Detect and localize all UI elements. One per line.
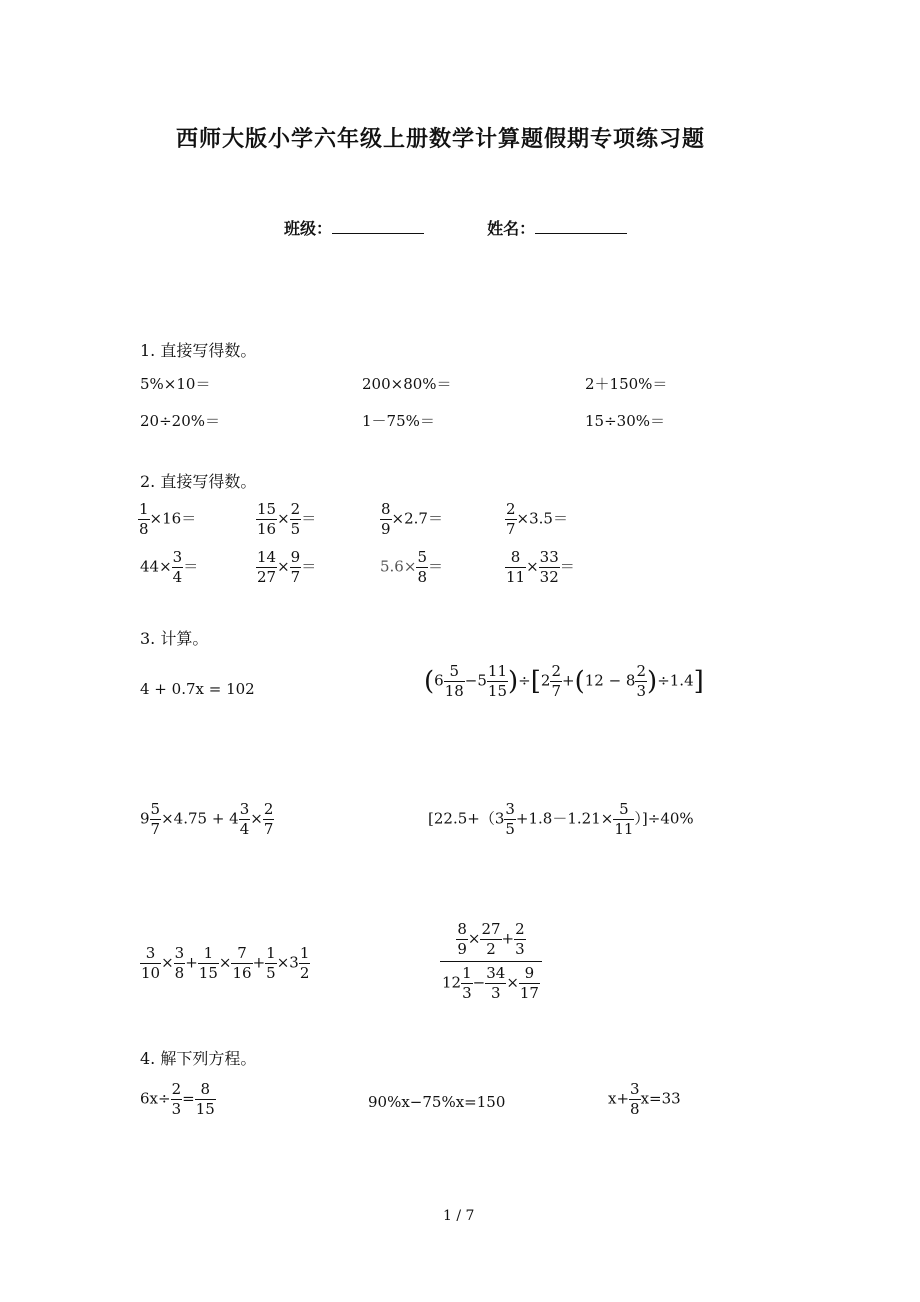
s3-expression-4: [22.5+（3 $\frac{3}{5}$ +1.8－1.21× $\frac{5}{11}$ ）]÷40%	[428, 800, 694, 838]
fraction: $\frac{8}{9}$	[381, 500, 391, 538]
section-3-heading: 3. 计算。	[140, 629, 209, 648]
fraction: $\frac{2}{7}$	[263, 800, 274, 838]
s3-expression-1: 4 + 0.7x = 102	[140, 680, 255, 698]
s3-expression-3: 9 $\frac{5}{7}$ ×4.75 + 4 $\frac{3}{4}$ × $\frac{2}{7}$	[140, 800, 274, 838]
fraction: $\frac{3}{8}$	[630, 1080, 640, 1118]
fraction: $\frac{3}{4}$	[172, 548, 183, 586]
s1-item: 15÷30%＝	[585, 412, 665, 430]
s2-item: 44× $\frac{3}{4}$ ＝	[140, 548, 199, 586]
fraction: $\frac{1}{8}$	[139, 500, 149, 538]
s2-item: 5.6× $\frac{5}{8}$ ＝	[380, 548, 443, 586]
section-1-heading: 1. 直接写得数。	[140, 341, 257, 360]
s2-item: $\frac{8}{11}$ × $\frac{33}{32}$ ＝	[506, 548, 575, 586]
fraction: $\frac{3}{8}$	[174, 944, 185, 982]
fraction: $\frac{5}{8}$	[417, 548, 427, 586]
s3-expression-6	[440, 922, 542, 1001]
fraction: $\frac{5}{11}$	[614, 800, 634, 838]
fraction: $\frac{5}{18}$	[444, 662, 464, 700]
s2-item: $\frac{14}{27}$ × $\frac{9}{7}$ ＝	[257, 548, 317, 586]
fraction: $\frac{1}{15}$	[198, 944, 218, 982]
fraction: $\frac{2}{5}$	[290, 500, 301, 538]
fraction: $\frac{33}{32}$	[539, 548, 559, 586]
fraction: $\frac{15}{16}$	[257, 500, 277, 538]
fraction: $\frac{5}{7}$	[150, 800, 161, 838]
fraction: $\frac{3}{4}$	[239, 800, 250, 838]
s4-equation-2: 90%x−75%x=150	[368, 1093, 506, 1111]
s1-item: 2＋150%＝	[585, 375, 668, 393]
fraction: $\frac{2}{7}$	[506, 500, 516, 538]
s1-item: 200×80%＝	[362, 375, 452, 393]
student-info	[284, 216, 627, 239]
fraction: $\frac{3}{10}$	[141, 944, 161, 982]
name-blank[interactable]	[535, 219, 627, 234]
fraction: $\frac{2}{3}$	[636, 662, 647, 700]
s2-item: $\frac{15}{16}$ × $\frac{2}{5}$ ＝	[257, 500, 317, 538]
s1-item: 5%×10＝	[140, 375, 211, 393]
s1-item: 1－75%＝	[362, 412, 435, 430]
fraction: $\frac{2}{7}$	[551, 662, 561, 700]
s3-expression-2: (6 $\frac{5}{18}$ −5 $\frac{11}{15}$ )÷[2 $\frac{2}{7}$ +(12 − 8 $\frac{2}{3}$ )÷1.4]	[424, 662, 704, 700]
fraction: $\frac{14}{27}$	[257, 548, 277, 586]
s4-equation-1: 6x÷ $\frac{2}{3}$ = $\frac{8}{15}$	[140, 1080, 215, 1118]
s4-equation-3: x+ $\frac{3}{8}$ x=33	[608, 1080, 681, 1118]
fraction: $\frac{9}{7}$	[290, 548, 301, 586]
s2-item: $\frac{8}{9}$ ×2.7＝	[381, 500, 443, 538]
s3-expression-5: $\frac{3}{10}$ × $\frac{3}{8}$ + $\frac{1}{15}$ × $\frac{7}{16}$ + $\frac{1}{5}$ ×3 $\frac{1}{2}$	[141, 944, 310, 982]
complex-fraction: $\frac{8}{9}$ × $\frac{27}{2}$ + $\frac{2}{3}$ 12 $\frac{1}{3}$ − $\frac{34}{3}$ × $\frac{9}{17}$	[440, 922, 542, 1001]
page-number: 1 / 7	[443, 1208, 475, 1224]
fraction: $\frac{2}{3}$	[171, 1080, 182, 1118]
fraction: $\frac{7}{16}$	[232, 944, 252, 982]
fraction: $\frac{8}{15}$	[195, 1080, 215, 1118]
section-2-heading: 2. 直接写得数。	[140, 472, 257, 491]
s2-item: $\frac{2}{7}$ ×3.5＝	[506, 500, 568, 538]
fraction: $\frac{1}{2}$	[299, 944, 310, 982]
fraction: $\frac{1}{5}$	[266, 944, 276, 982]
fraction: $\frac{11}{15}$	[487, 662, 508, 700]
fraction: $\frac{3}{5}$	[505, 800, 515, 838]
class-blank[interactable]	[332, 219, 424, 234]
s2-item: $\frac{1}{8}$ ×16＝	[139, 500, 197, 538]
fraction: $\frac{8}{11}$	[506, 548, 526, 586]
class-label: 班级：	[284, 219, 333, 238]
s1-item: 20÷20%＝	[140, 412, 220, 430]
page-title: 西师大版小学六年级上册数学计算题假期专项练习题	[176, 126, 706, 152]
name-label: 姓名：	[487, 219, 536, 238]
section-4-heading: 4. 解下列方程。	[140, 1049, 257, 1068]
